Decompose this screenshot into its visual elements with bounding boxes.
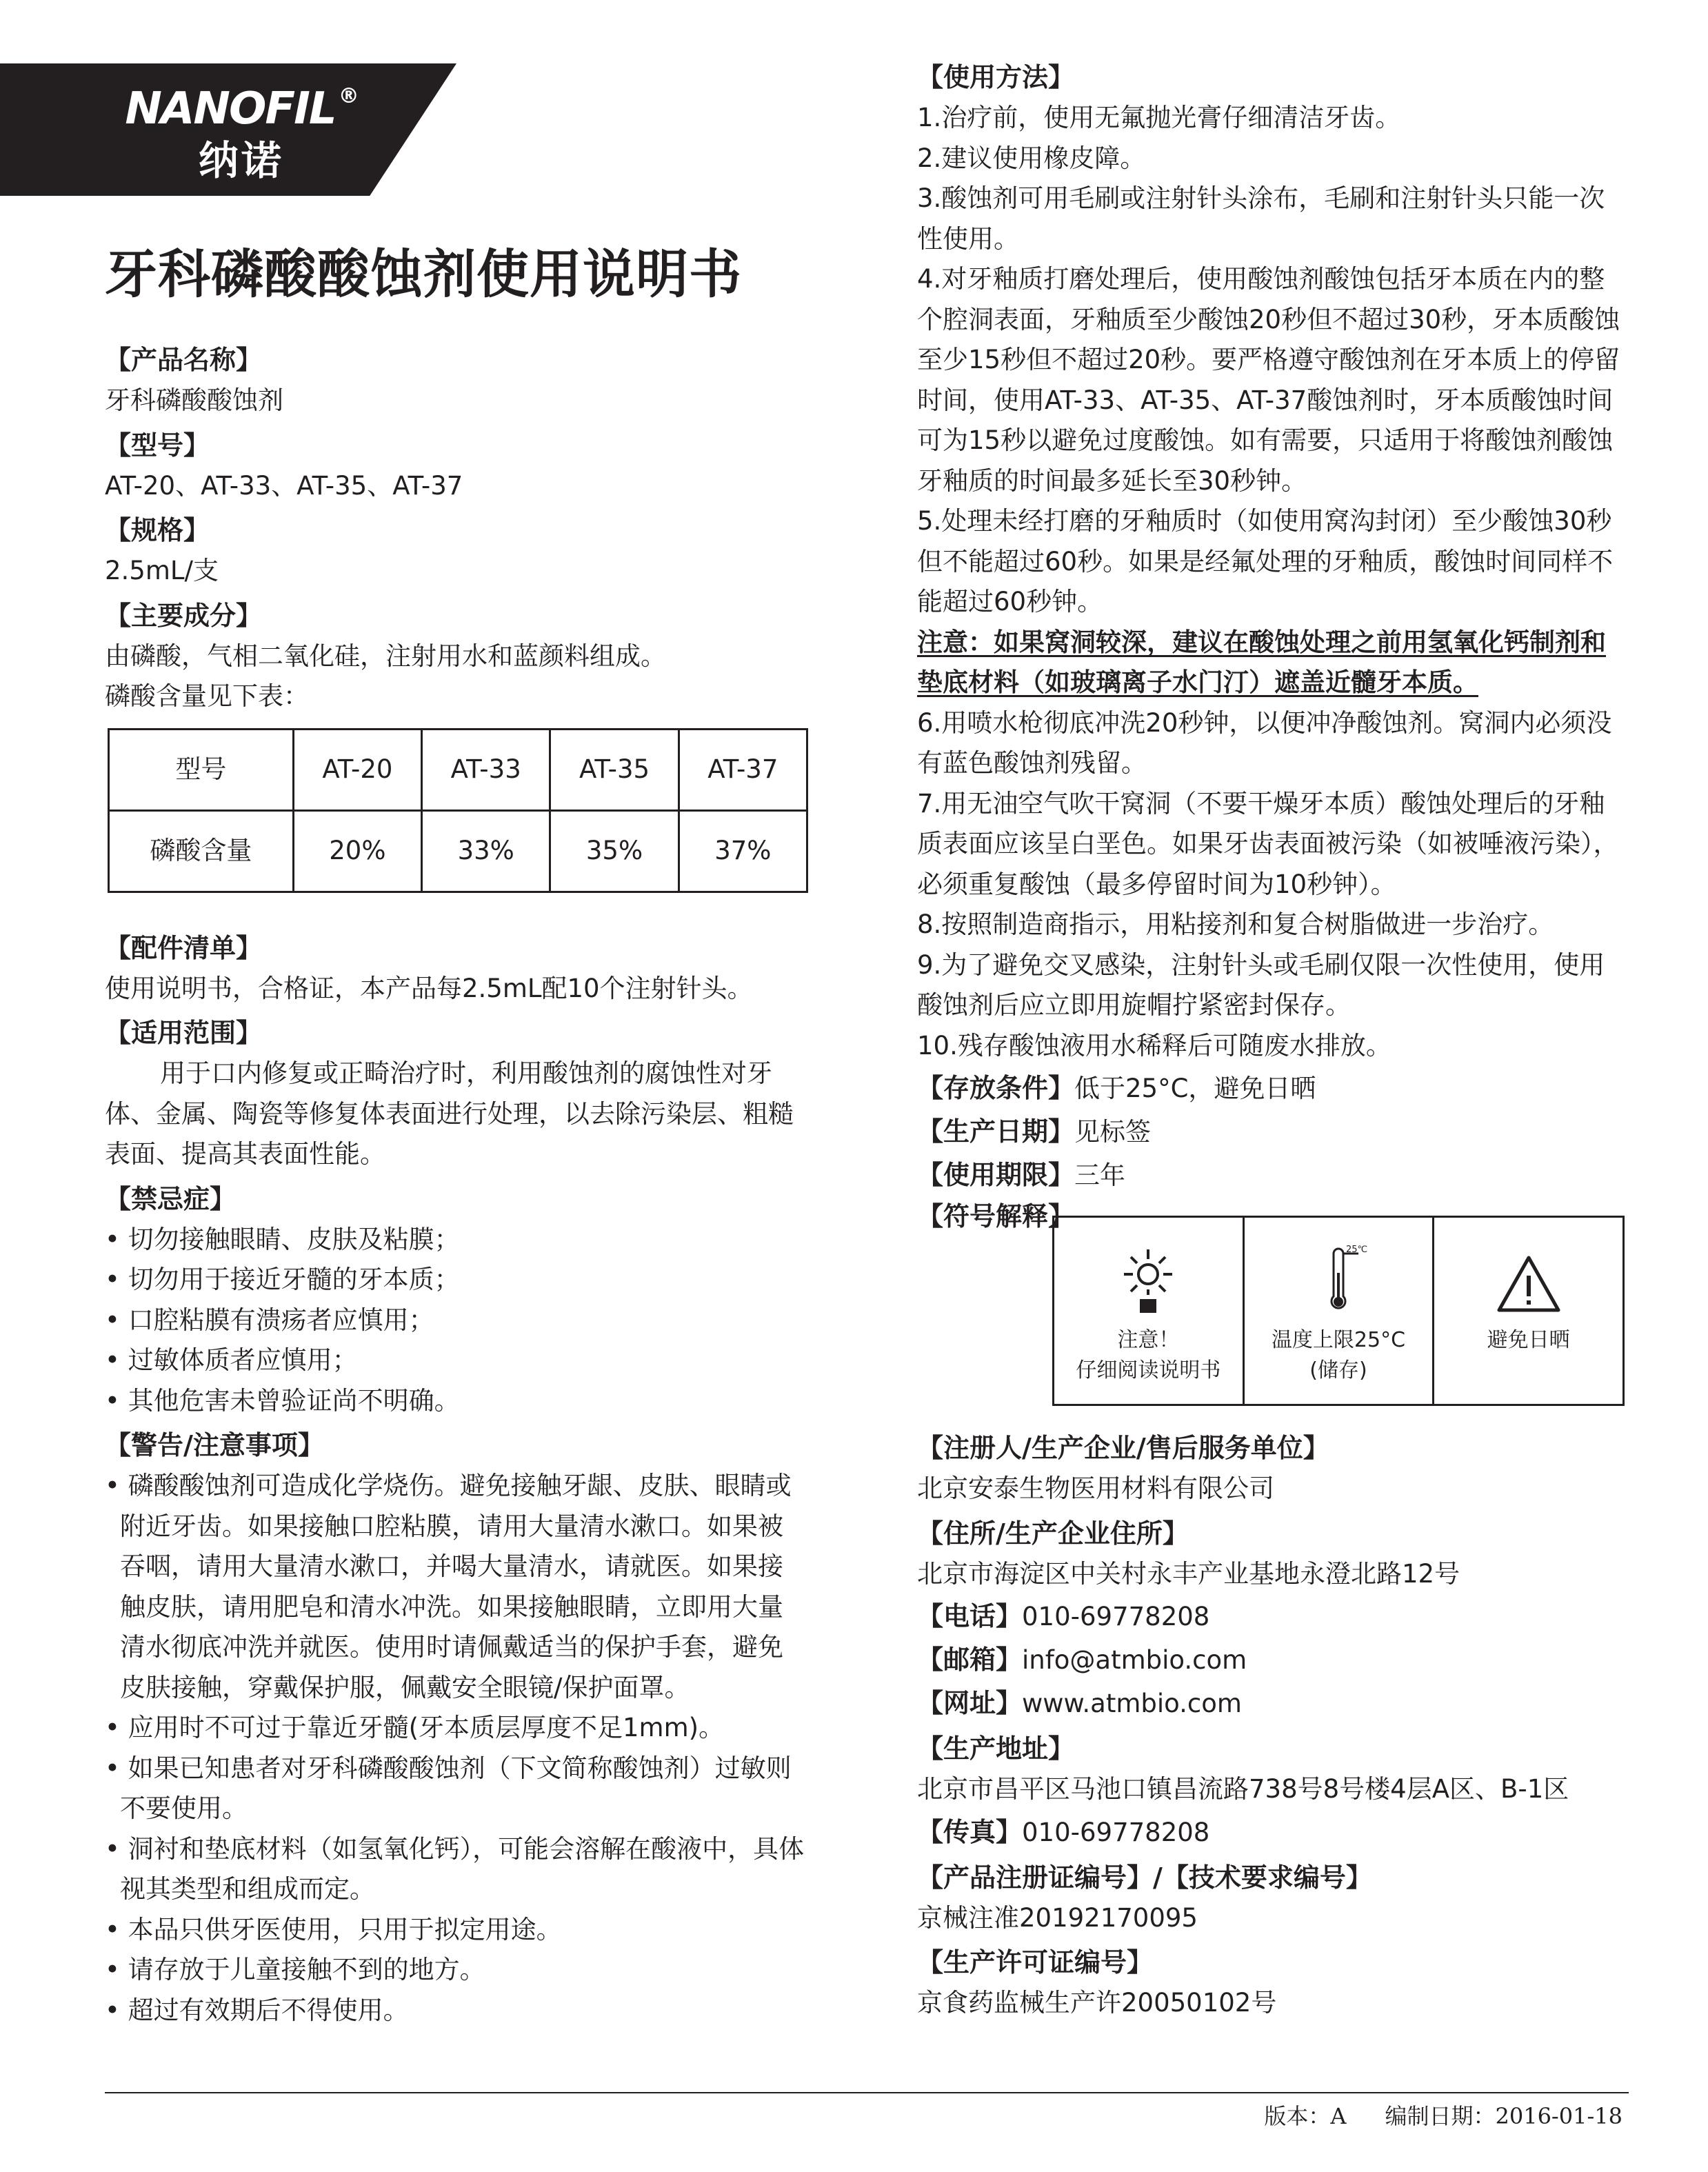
page-title: 牙科磷酸酸蚀剂使用说明书 [105, 243, 742, 305]
left-column [105, 339, 808, 2031]
symbol-line1: 温度上限25°C [1271, 1328, 1406, 1352]
usage-step: 10.残存酸蚀液用水稀释后可随废水排放。 [917, 1030, 1391, 1060]
footer [1264, 2100, 1622, 2132]
symbols-table [1052, 1216, 1625, 1406]
license-number: 京食药监械生产许20050102号 [917, 1988, 1277, 2018]
list-item: • 切勿接触眼睛、皮肤及粘膜； [105, 1224, 460, 1254]
usage-step: 8.按照制造商指示，用粘接剂和复合树脂做进一步治疗。 [917, 909, 1554, 939]
usage-step: 9.为了避免交叉感染，注射针头或毛刷仅限一次性使用，使用酸蚀剂后应立即用旋帽拧紧密封保存。 [917, 949, 1605, 1020]
product-name-heading: 【产品名称】 [105, 345, 263, 375]
table-row [109, 810, 807, 892]
list-item: • 请存放于儿童接触不到的地方。 [105, 1955, 485, 1984]
license-heading: 【生产许可证编号】 [917, 1947, 1154, 1978]
list-item: • 磷酸酸蚀剂可造成化学烧伤。避免接触牙龈、皮肤、眼睛或附近牙齿。如果接触口腔粘膜，请用大量清水漱口。如果被吞咽，请用大量清水漱口，并喝大量清水，请就医。如果接触皮肤，请用肥皂和清水冲洗。如果接触眼睛，立即用大量清水彻底冲洗并就医。使用时请佩戴适当的保护手套，避免皮肤接触，穿戴保护服，佩戴安全眼镜/保护面罩。 [105, 1471, 792, 1702]
expiry-label: 【使用期限】 [917, 1160, 1075, 1190]
symbol-text [1054, 1325, 1243, 1386]
ingredients-note: 磷酸含量见下表： [105, 681, 309, 711]
website-value: www.atmbio.com [1022, 1689, 1242, 1718]
accessories: 使用说明书，合格证，本产品每2.5mL配10个注射针头。 [105, 973, 753, 1003]
table-cell: AT-20 [293, 729, 421, 810]
mfg-date-label: 【生产日期】 [917, 1116, 1075, 1147]
fax-value: 010-69778208 [1022, 1817, 1210, 1847]
logo-brand: NANOFIL [125, 83, 336, 134]
table-cell: 35% [550, 810, 679, 892]
symbol-line1: 避免日晒 [1487, 1328, 1570, 1352]
mfg-date-value: 见标签 [1074, 1117, 1152, 1147]
website-row [917, 1682, 1627, 1724]
symbol-text [1245, 1325, 1433, 1386]
table-cell: 20% [293, 810, 421, 892]
table-row [109, 729, 807, 810]
scope: 用于口内修复或正畸治疗时，利用酸蚀剂的腐蚀性对牙体、金属、陶瓷等修复体表面进行处理，以去除污染层、粗糙表面、提高其表面性能。 [105, 1058, 794, 1169]
ingredients-text: 由磷酸，气相二氧化硅，注射用水和蓝颜料组成。 [105, 641, 666, 671]
model-heading: 【型号】 [105, 430, 210, 461]
symbol-cell-sunlight [1434, 1218, 1622, 1404]
address-heading: 【住所/生产企业住所】 [917, 1518, 1189, 1549]
scope-heading: 【适用范围】 [105, 1018, 263, 1048]
registrant-heading: 【注册人/生产企业/售后服务单位】 [917, 1433, 1329, 1463]
registration-number-heading: 【产品注册证编号】/【技术要求编号】 [917, 1862, 1372, 1893]
table-cell: AT-37 [679, 729, 807, 810]
email-label: 【邮箱】 [917, 1645, 1023, 1675]
email-value: info@atmbio.com [1022, 1645, 1247, 1675]
symbols-heading: 【符号解释】 [917, 1201, 1075, 1231]
usage-heading: 【使用方法】 [917, 62, 1075, 92]
right-column [917, 57, 1627, 2024]
symbol-cell-temperature [1245, 1218, 1435, 1404]
warning-triangle-icon [1434, 1245, 1622, 1321]
caution-read-manual-icon [1054, 1245, 1243, 1321]
registered-mark: ® [338, 84, 358, 108]
email-row [917, 1639, 1627, 1681]
symbol-line2: (储存) [1309, 1358, 1367, 1382]
usage-step: 3.酸蚀剂可用毛刷或注射针头涂布，毛刷和注射针头只能一次性使用。 [917, 183, 1605, 254]
spec: 2.5mL/支 [105, 556, 219, 585]
storage-label: 【存放条件】 [917, 1073, 1075, 1103]
ingredients-heading: 【主要成分】 [105, 600, 263, 631]
storage-row [917, 1067, 1627, 1109]
usage-step: 7.用无油空气吹干窝洞（不要干燥牙本质）酸蚀处理后的牙釉质表面应该呈白垩色。如果牙齿表面被污染（如被唾液污染），必须重复酸蚀（最多停留时间为10秒钟）。 [917, 788, 1619, 899]
table-cell: 型号 [109, 729, 294, 810]
registration-number: 京械注准20192170095 [917, 1902, 1198, 1933]
contraindications-heading: 【禁忌症】 [105, 1183, 237, 1214]
usage-step: 4.对牙釉质打磨处理后，使用酸蚀剂酸蚀包括牙本质在内的整个腔洞表面，牙釉质至少酸蚀20秒但不超过30秒，牙本质酸蚀至少15秒但不超过20秒。要严格遵守酸蚀剂在牙本质上的停留时间，使用AT-33、AT-35、AT-37酸蚀剂时，牙本质酸蚀时间可为15秒以避免过度酸蚀。如有需要，只适用于将酸蚀剂酸蚀牙釉质的时间最多延长至30秒钟。 [917, 264, 1620, 496]
temp-limit-label: 25℃ [1346, 1245, 1368, 1255]
warnings-heading: 【警告/注意事项】 [105, 1430, 324, 1460]
list-item: • 过敏体质者应慎用； [105, 1345, 358, 1375]
phone-value: 010-69778208 [1022, 1602, 1210, 1631]
symbol-line2: 仔细阅读说明书 [1076, 1358, 1221, 1382]
website-label: 【网址】 [917, 1688, 1023, 1718]
symbol-line1: 注意！ [1117, 1328, 1180, 1352]
logo-chinese: 纳诺 [198, 137, 284, 184]
list-item: • 其他危害未曾验证尚不明确。 [105, 1385, 460, 1416]
table-cell: 磷酸含量 [109, 810, 294, 892]
usage-step: 5.处理未经打磨的牙釉质时（如使用窝沟封闭）至少酸蚀30秒但不能超过60秒。如果是经氟处理的牙釉质，酸蚀时间同样不能超过60秒钟。 [917, 506, 1614, 616]
table-cell: 33% [422, 810, 550, 892]
phone-row [917, 1596, 1627, 1638]
list-item: • 切勿用于接近牙髓的牙本质； [105, 1265, 460, 1294]
spec-heading: 【规格】 [105, 515, 210, 545]
compile-date: 编制日期：2016-01-18 [1385, 2103, 1622, 2129]
mfg-date-row [917, 1111, 1627, 1153]
version: 版本：A [1264, 2103, 1347, 2129]
registrant: 北京安泰生物医用材料有限公司 [917, 1474, 1274, 1503]
symbol-cell-manual [1054, 1218, 1245, 1404]
fax-label: 【传真】 [917, 1816, 1023, 1847]
usage-step: 1.治疗前，使用无氟抛光膏仔细清洁牙齿。 [917, 103, 1401, 132]
table-cell: 37% [679, 810, 807, 892]
accessories-heading: 【配件清单】 [105, 932, 263, 963]
symbols-section [917, 1196, 1627, 1394]
production-address: 北京市昌平区马池口镇昌流路738号8号楼4层A区、B-1区 [917, 1774, 1569, 1804]
product-name: 牙科磷酸酸蚀剂 [105, 385, 283, 415]
list-item: • 口腔粘膜有溃疡者应慎用； [105, 1305, 434, 1335]
table-cell: AT-33 [422, 729, 550, 810]
acid-content-table [108, 728, 808, 893]
expiry-row [917, 1154, 1627, 1196]
list-item: • 如果已知患者对牙科磷酸酸蚀剂（下文简称酸蚀剂）过敏则不要使用。 [105, 1753, 792, 1823]
fax-row [917, 1811, 1627, 1853]
symbol-text [1434, 1325, 1622, 1356]
list-item: • 本品只供牙医使用，只用于拟定用途。 [105, 1914, 562, 1944]
address: 北京市海淀区中关村永丰产业基地永澄北路12号 [917, 1558, 1460, 1589]
usage-step: 2.建议使用橡皮障。 [917, 143, 1146, 173]
storage-value: 低于25°C，避免日晒 [1074, 1074, 1316, 1103]
thermometer-icon [1245, 1245, 1433, 1321]
model: AT-20、AT-33、AT-35、AT-37 [105, 470, 463, 501]
phone-label: 【电话】 [917, 1601, 1023, 1631]
usage-step: 6.用喷水枪彻底冲洗20秒钟，以便冲净酸蚀剂。窝洞内必须没有蓝色酸蚀剂残留。 [917, 707, 1612, 778]
list-item: • 应用时不可过于靠近牙髓(牙本质层厚度不足1mm)。 [105, 1713, 725, 1742]
expiry-value: 三年 [1074, 1160, 1126, 1190]
list-item: • 超过有效期后不得使用。 [105, 1995, 409, 2025]
caution-note: 注意：如果窝洞较深，建议在酸蚀处理之前用氢氧化钙制剂和垫底材料（如玻璃离子水门汀）遮盖近髓牙本质。 [917, 627, 1606, 697]
footer-divider [105, 2092, 1629, 2093]
table-cell: AT-35 [550, 729, 679, 810]
logo [103, 69, 379, 185]
list-item: • 洞衬和垫底材料（如氢氧化钙），可能会溶解在酸液中，具体视其类型和组成而定。 [105, 1833, 805, 1904]
production-address-heading: 【生产地址】 [917, 1733, 1075, 1764]
